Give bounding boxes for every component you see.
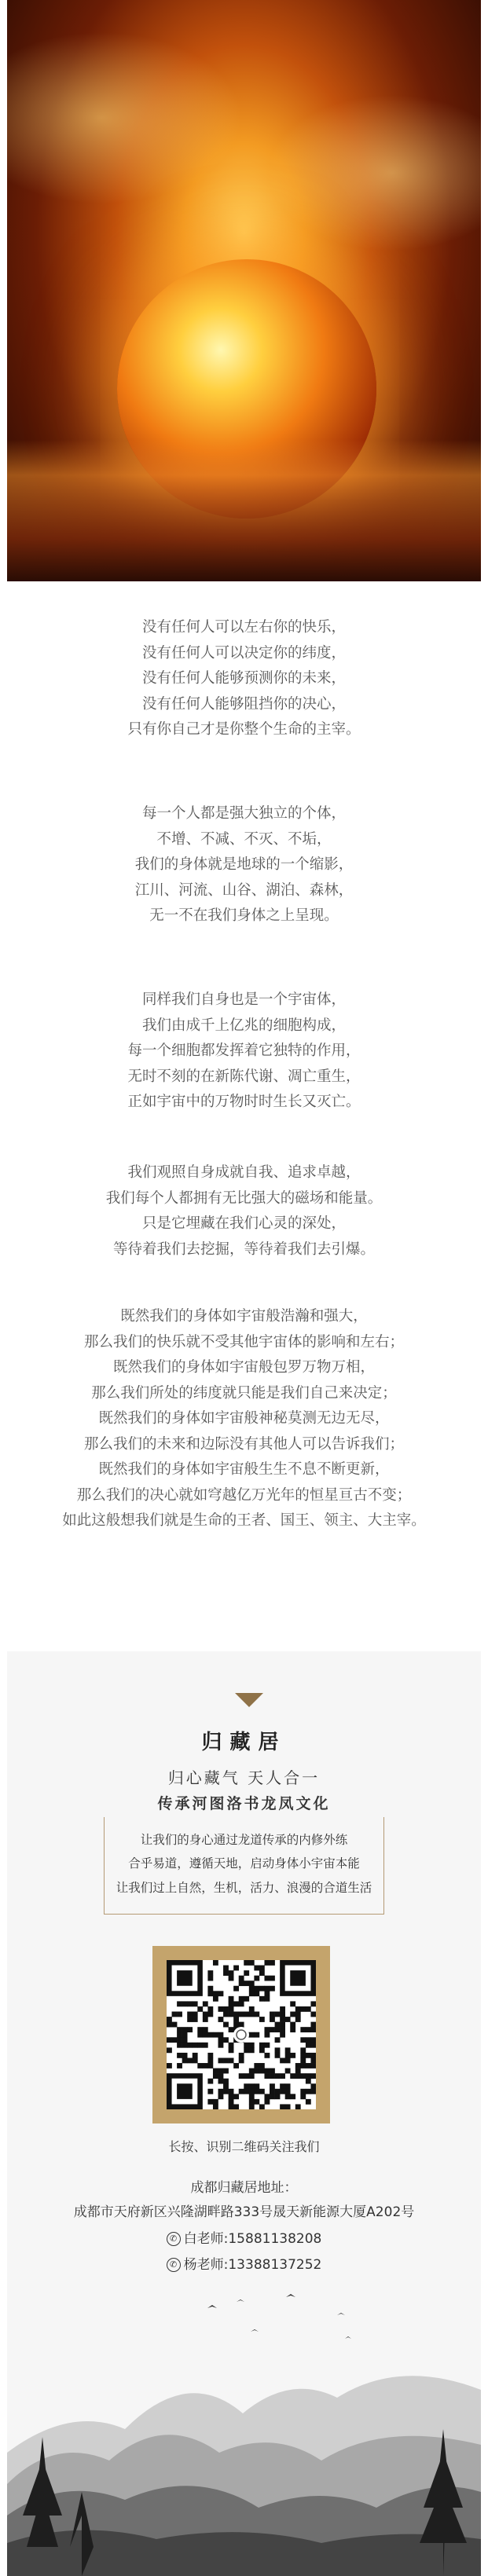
mountain-front bbox=[7, 2530, 481, 2576]
poem-line: 我们观照自身成就自我、追求卓越， bbox=[127, 1164, 361, 1181]
poem-stanza-1 bbox=[0, 615, 488, 743]
brand-slogan: 归心藏气 天人合一 bbox=[167, 1768, 321, 1787]
poem-line: 无时不刻的在新陈代谢、凋亡重生， bbox=[127, 1068, 361, 1085]
ink-landscape-illustration bbox=[7, 2280, 481, 2576]
poem-stanza-3 bbox=[0, 988, 488, 1116]
poem-line: 没有任何人能够阻挡你的决心， bbox=[141, 695, 346, 713]
phone-icon: ✆ bbox=[167, 2258, 181, 2272]
poem-line: 每一个人都是强大独立的个体， bbox=[141, 805, 346, 822]
poem-line: 那么我们的决心就如穹越亿万光年的恒星亘古不变； bbox=[76, 1486, 412, 1504]
poem-line: 等待着我们去挖掘，等待着我们去引爆。 bbox=[112, 1240, 375, 1258]
poem-line: 只是它埋藏在我们心灵的深处， bbox=[141, 1215, 346, 1232]
poem-line: 那么我们的快乐就不受其他宇宙体的影响和左右； bbox=[83, 1333, 404, 1350]
cloud-glow bbox=[266, 94, 481, 251]
poem-line: 没有任何人可以决定你的纬度， bbox=[141, 644, 346, 661]
poem-line: 既然我们的身体如宇宙般包罗万物万相， bbox=[112, 1359, 375, 1376]
brand-name: 归藏居 bbox=[201, 1731, 287, 1754]
poem-line: 我们的身体就是地球的一个缩影， bbox=[134, 856, 354, 873]
poem-stanza-5 bbox=[0, 1304, 488, 1534]
poem-line: 每一个细胞都发挥着它独特的作用， bbox=[127, 1042, 361, 1059]
qr-code-frame[interactable] bbox=[152, 1946, 330, 2123]
culture-line: 让我们的身心通过龙道传承的内修外练 bbox=[140, 1833, 348, 1847]
phone-icon: ✆ bbox=[167, 2232, 181, 2246]
horizon-clouds bbox=[7, 440, 481, 581]
poem-line: 不增、不减、不灭、不垢， bbox=[156, 830, 332, 848]
qr-code-icon[interactable] bbox=[167, 1960, 316, 2109]
poem-stanza-4 bbox=[0, 1160, 488, 1262]
poem-line: 只有你自己才是你整个生命的主宰。 bbox=[127, 721, 361, 738]
poem-line: 既然我们的身体如宇宙般生生不息不断更新， bbox=[98, 1461, 390, 1478]
poem-line: 正如宇宙中的万物时时生长又灭亡。 bbox=[127, 1094, 361, 1110]
culture-box-title: 传承河图洛书龙凤文化 bbox=[92, 1790, 396, 1817]
footer-card bbox=[7, 1651, 481, 2576]
contact-text[interactable]: 白老师:15881138208 bbox=[183, 2231, 322, 2247]
qr-caption: 长按、识别二维码关注我们 bbox=[168, 2139, 320, 2154]
poem-stanza-2 bbox=[0, 801, 488, 929]
hero-image bbox=[7, 0, 481, 581]
culture-line: 让我们过上自然，生机，活力、浪漫的合道生活 bbox=[116, 1881, 372, 1895]
poem-line: 没有任何人能够预测你的未来， bbox=[141, 670, 346, 687]
poem-line: 无一不在我们身体之上呈现。 bbox=[149, 907, 339, 924]
poem-line: 我们每个人都拥有无比强大的磁场和能量。 bbox=[105, 1189, 383, 1207]
address-label: 成都归藏居地址： bbox=[190, 2180, 298, 2196]
contact-row[interactable] bbox=[7, 2227, 481, 2247]
contact-text[interactable]: 杨老师:13388137252 bbox=[183, 2257, 322, 2273]
poem-line: 江川、河流、山谷、湖泊、森林， bbox=[134, 881, 354, 899]
address-text: 成都市天府新区兴隆湖畔路333号晟天新能源大厦A202号 bbox=[73, 2204, 415, 2220]
poem-line: 如此这般想我们就是生命的王者、国王、领主、大主宰。 bbox=[62, 1512, 426, 1529]
contact-row[interactable] bbox=[7, 2253, 481, 2273]
poem-line: 那么我们所处的纬度就只能是我们自己来决定； bbox=[91, 1384, 397, 1402]
bird-icon bbox=[207, 2294, 351, 2339]
poem-line: 同样我们自身也是一个宇宙体， bbox=[141, 991, 346, 1008]
poem-line: 没有任何人可以左右你的快乐， bbox=[141, 619, 346, 636]
poem-line: 那么我们的未来和边际没有其他人可以告诉我们； bbox=[83, 1435, 404, 1453]
poem-line: 我们由成千上亿兆的细胞构成， bbox=[141, 1017, 346, 1034]
poem-line: 既然我们的身体如宇宙般浩瀚和强大， bbox=[120, 1308, 368, 1325]
triangle-icon bbox=[235, 1693, 263, 1707]
poem-line: 既然我们的身体如宇宙般神秘莫测无边无尽， bbox=[98, 1410, 390, 1427]
cloud-glow bbox=[7, 31, 243, 204]
culture-line: 合乎易道，遵循天地，启动身体小宇宙本能 bbox=[128, 1856, 360, 1871]
